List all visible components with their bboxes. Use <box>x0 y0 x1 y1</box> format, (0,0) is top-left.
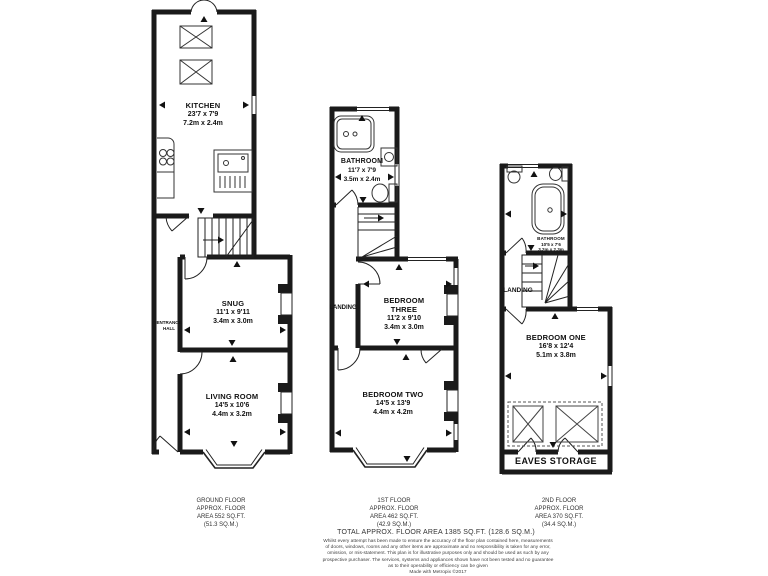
floor-line: (42.9 SQ.M.) <box>376 522 412 528</box>
room-dims-m: 3.5m x 2.4m <box>343 176 381 183</box>
ground-staircase <box>198 218 253 257</box>
room-dims-m: 3.4m x 3.0m <box>384 324 424 331</box>
room-dims-m: 3.2m x 2.3m <box>538 247 564 252</box>
room-dims-m: 4.4m x 4.2m <box>373 409 413 416</box>
landing-second-label <box>503 286 533 295</box>
ground-floor-walls <box>152 10 290 454</box>
room-dims-ft: 11'2 x 9'10 <box>386 315 422 322</box>
room-name: SNUG <box>221 299 245 308</box>
disclaimer-line: Whilst every attempt has been made to ensure the accuracy of the floor plan contained here, measurements <box>323 539 553 544</box>
sink-icon <box>214 150 252 192</box>
floor-title: 1ST FLOOR <box>377 498 411 504</box>
kitchen-window <box>252 96 256 114</box>
disclaimer-line: of doors, windows, rooms and any other items are approximate and no responsibility is taken for any error, <box>325 545 551 551</box>
room-dims-m: 4.4m x 3.2m <box>212 411 252 418</box>
disclaimer-line: as to their operability or efficiency can be given <box>388 563 488 569</box>
room-name: KITCHEN <box>185 101 221 110</box>
entrance-hall-label <box>153 320 185 331</box>
living-room-label <box>206 392 259 419</box>
room-dims-ft: 10'5 x 7'6 <box>541 241 561 247</box>
skylight-icon <box>180 26 212 84</box>
room-name: BEDROOM THREE <box>383 296 425 314</box>
bedroom-three-chimney-breast <box>444 285 458 325</box>
bathroom-first-label <box>341 157 383 184</box>
bedroom-three-label <box>373 296 435 332</box>
snug-label <box>213 299 253 326</box>
bedroom-one-label <box>526 333 586 360</box>
toilet-icon-second <box>550 167 569 181</box>
landing-first-label <box>329 304 356 313</box>
bedroom-two-chimney-breast <box>444 381 458 421</box>
total-area-label: TOTAL APPROX. FLOOR AREA 1385 SQ.FT. (128.6 SQ.M.) <box>337 529 535 536</box>
room-dims-m: 7.2m x 2.4m <box>183 120 223 127</box>
first-door-swings <box>336 190 442 370</box>
disclaimer-line: prospective purchaser. The services, systems and appliances shown have not been tested and no guarantee <box>322 557 554 563</box>
room-name: BATHROOM <box>537 236 565 241</box>
room-name: LANDING <box>329 305 357 311</box>
first-staircase <box>358 207 397 259</box>
disclaimer-text <box>323 539 554 576</box>
living-room-bay-window <box>203 450 265 469</box>
room-name: EAVES STORAGE <box>515 456 597 466</box>
room-dims-ft: 11'1 x 9'11 <box>216 309 250 316</box>
bathroom-second-label <box>537 236 565 253</box>
floor-line: AREA 370 SQ.FT. <box>534 514 584 520</box>
toilet-icon <box>372 184 397 202</box>
floor-line: AREA 462 SQ.FT. <box>369 514 419 520</box>
room-name: BEDROOM ONE <box>526 333 586 342</box>
bath-icon-second <box>532 184 564 234</box>
second-floor-plan <box>500 164 612 474</box>
room-dims-ft: 23'7 x 7'9 <box>187 111 219 118</box>
floor-line: (51.3 SQ.M.) <box>203 522 239 528</box>
floor-line: (34.4 SQ.M.) <box>541 522 577 528</box>
room-dims-ft: 11'7 x 7'9 <box>347 167 377 174</box>
room-dims-ft: 16'8 x 12'4 <box>538 343 574 350</box>
disclaimer-line: omission, or mis-statement. This plan is for illustrative purposes only and should be used as such by any <box>327 551 549 557</box>
eaves-storage-hatch <box>508 402 602 446</box>
second-floor-area-label <box>534 497 583 529</box>
hob-icon <box>157 138 174 198</box>
first-floor-area-label <box>369 497 418 529</box>
room-name: LANDING <box>503 287 533 294</box>
second-staircase <box>522 255 570 307</box>
room-dims-ft: 14'5 x 13'9 <box>375 400 411 407</box>
floor-title: GROUND FLOOR <box>196 498 246 504</box>
kitchen-label <box>183 101 223 128</box>
floor-line: AREA 552 SQ.FT. <box>196 514 246 520</box>
basin-icon-second <box>507 166 522 183</box>
room-name: ENTRANCE HALL <box>156 320 182 331</box>
room-name: LIVING ROOM <box>205 392 259 401</box>
floor-line: APPROX. FLOOR <box>534 506 584 512</box>
snug-chimney-breast <box>278 284 292 324</box>
metropix-credit: Made with Metropix ©2017 <box>409 570 467 576</box>
floor-line: APPROX. FLOOR <box>196 506 246 512</box>
room-dims-m: 5.1m x 3.8m <box>536 352 576 359</box>
bedroom-two-bay-window <box>353 448 427 468</box>
room-name: BEDROOM TWO <box>362 390 424 399</box>
room-dims-ft: 14'5 x 10'6 <box>214 402 250 409</box>
living-room-chimney-breast <box>278 383 292 423</box>
eaves-storage-label <box>515 457 597 466</box>
room-name: BATHROOM <box>340 158 384 165</box>
floor-line: APPROX. FLOOR <box>369 506 419 512</box>
bath-icon <box>334 116 374 152</box>
bedroom-two-label <box>363 390 424 417</box>
french-doors-swing <box>191 0 217 12</box>
ground-floor-area-label <box>196 497 245 529</box>
floor-title: 2ND FLOOR <box>541 498 577 504</box>
room-dims-m: 3.4m x 3.0m <box>213 318 253 325</box>
